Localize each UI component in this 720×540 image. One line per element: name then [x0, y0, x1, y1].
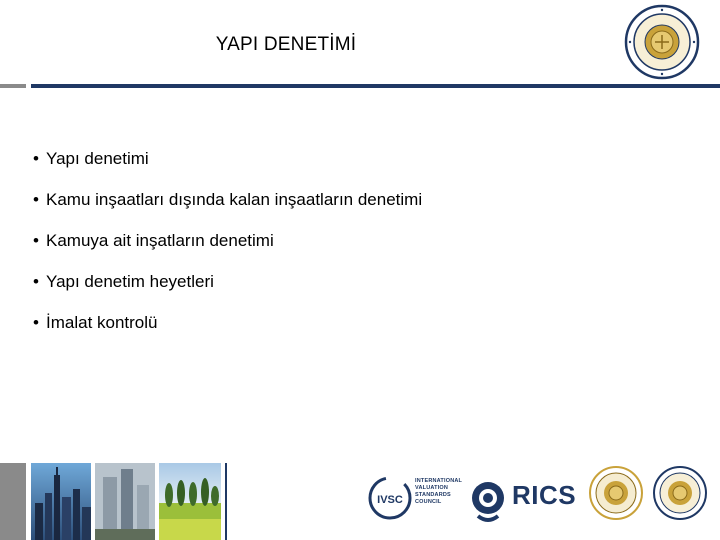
- footer-grey-bar: [0, 463, 26, 540]
- ivsc-caption-line: INTERNATIONAL: [415, 478, 463, 484]
- header-rule-accent-grey: [0, 84, 26, 88]
- field-trees-photo: [159, 463, 221, 540]
- ivsc-caption-line: COUNCIL: [415, 499, 442, 505]
- ivsc-caption-line: VALUATION: [415, 485, 449, 491]
- rics-wordmark: RICS: [512, 480, 577, 510]
- bullet-list: [33, 148, 453, 353]
- bullet-item: • Yapı denetim heyetleri: [33, 271, 453, 292]
- ankara-universitesi-seal-icon: [588, 465, 644, 521]
- ankara-universitesi-seal-icon: [624, 4, 700, 80]
- bullet-item: • İmalat kontrolü: [33, 312, 453, 333]
- page-title: YAPI DENETİMİ: [215, 34, 357, 55]
- bullet-item: • Kamu inşaatları dışında kalan inşaatların denetimi: [33, 189, 453, 210]
- ivsc-mark: IVSC: [377, 494, 403, 506]
- bullet-item: • Kamuya ait inşatların denetimi: [33, 230, 453, 251]
- ivsc-logo-icon: [368, 470, 412, 526]
- towers-photo: [95, 463, 155, 540]
- header-rule: [31, 84, 720, 88]
- ivsc-caption-line: STANDARDS: [415, 492, 451, 498]
- ivsc-caption: [415, 478, 462, 506]
- city-skyline-photo: [31, 463, 91, 540]
- bullet-item: • Yapı denetimi: [33, 148, 453, 169]
- ankara-universitesi-seal-icon: [652, 465, 708, 521]
- rics-lion-icon: [468, 474, 508, 526]
